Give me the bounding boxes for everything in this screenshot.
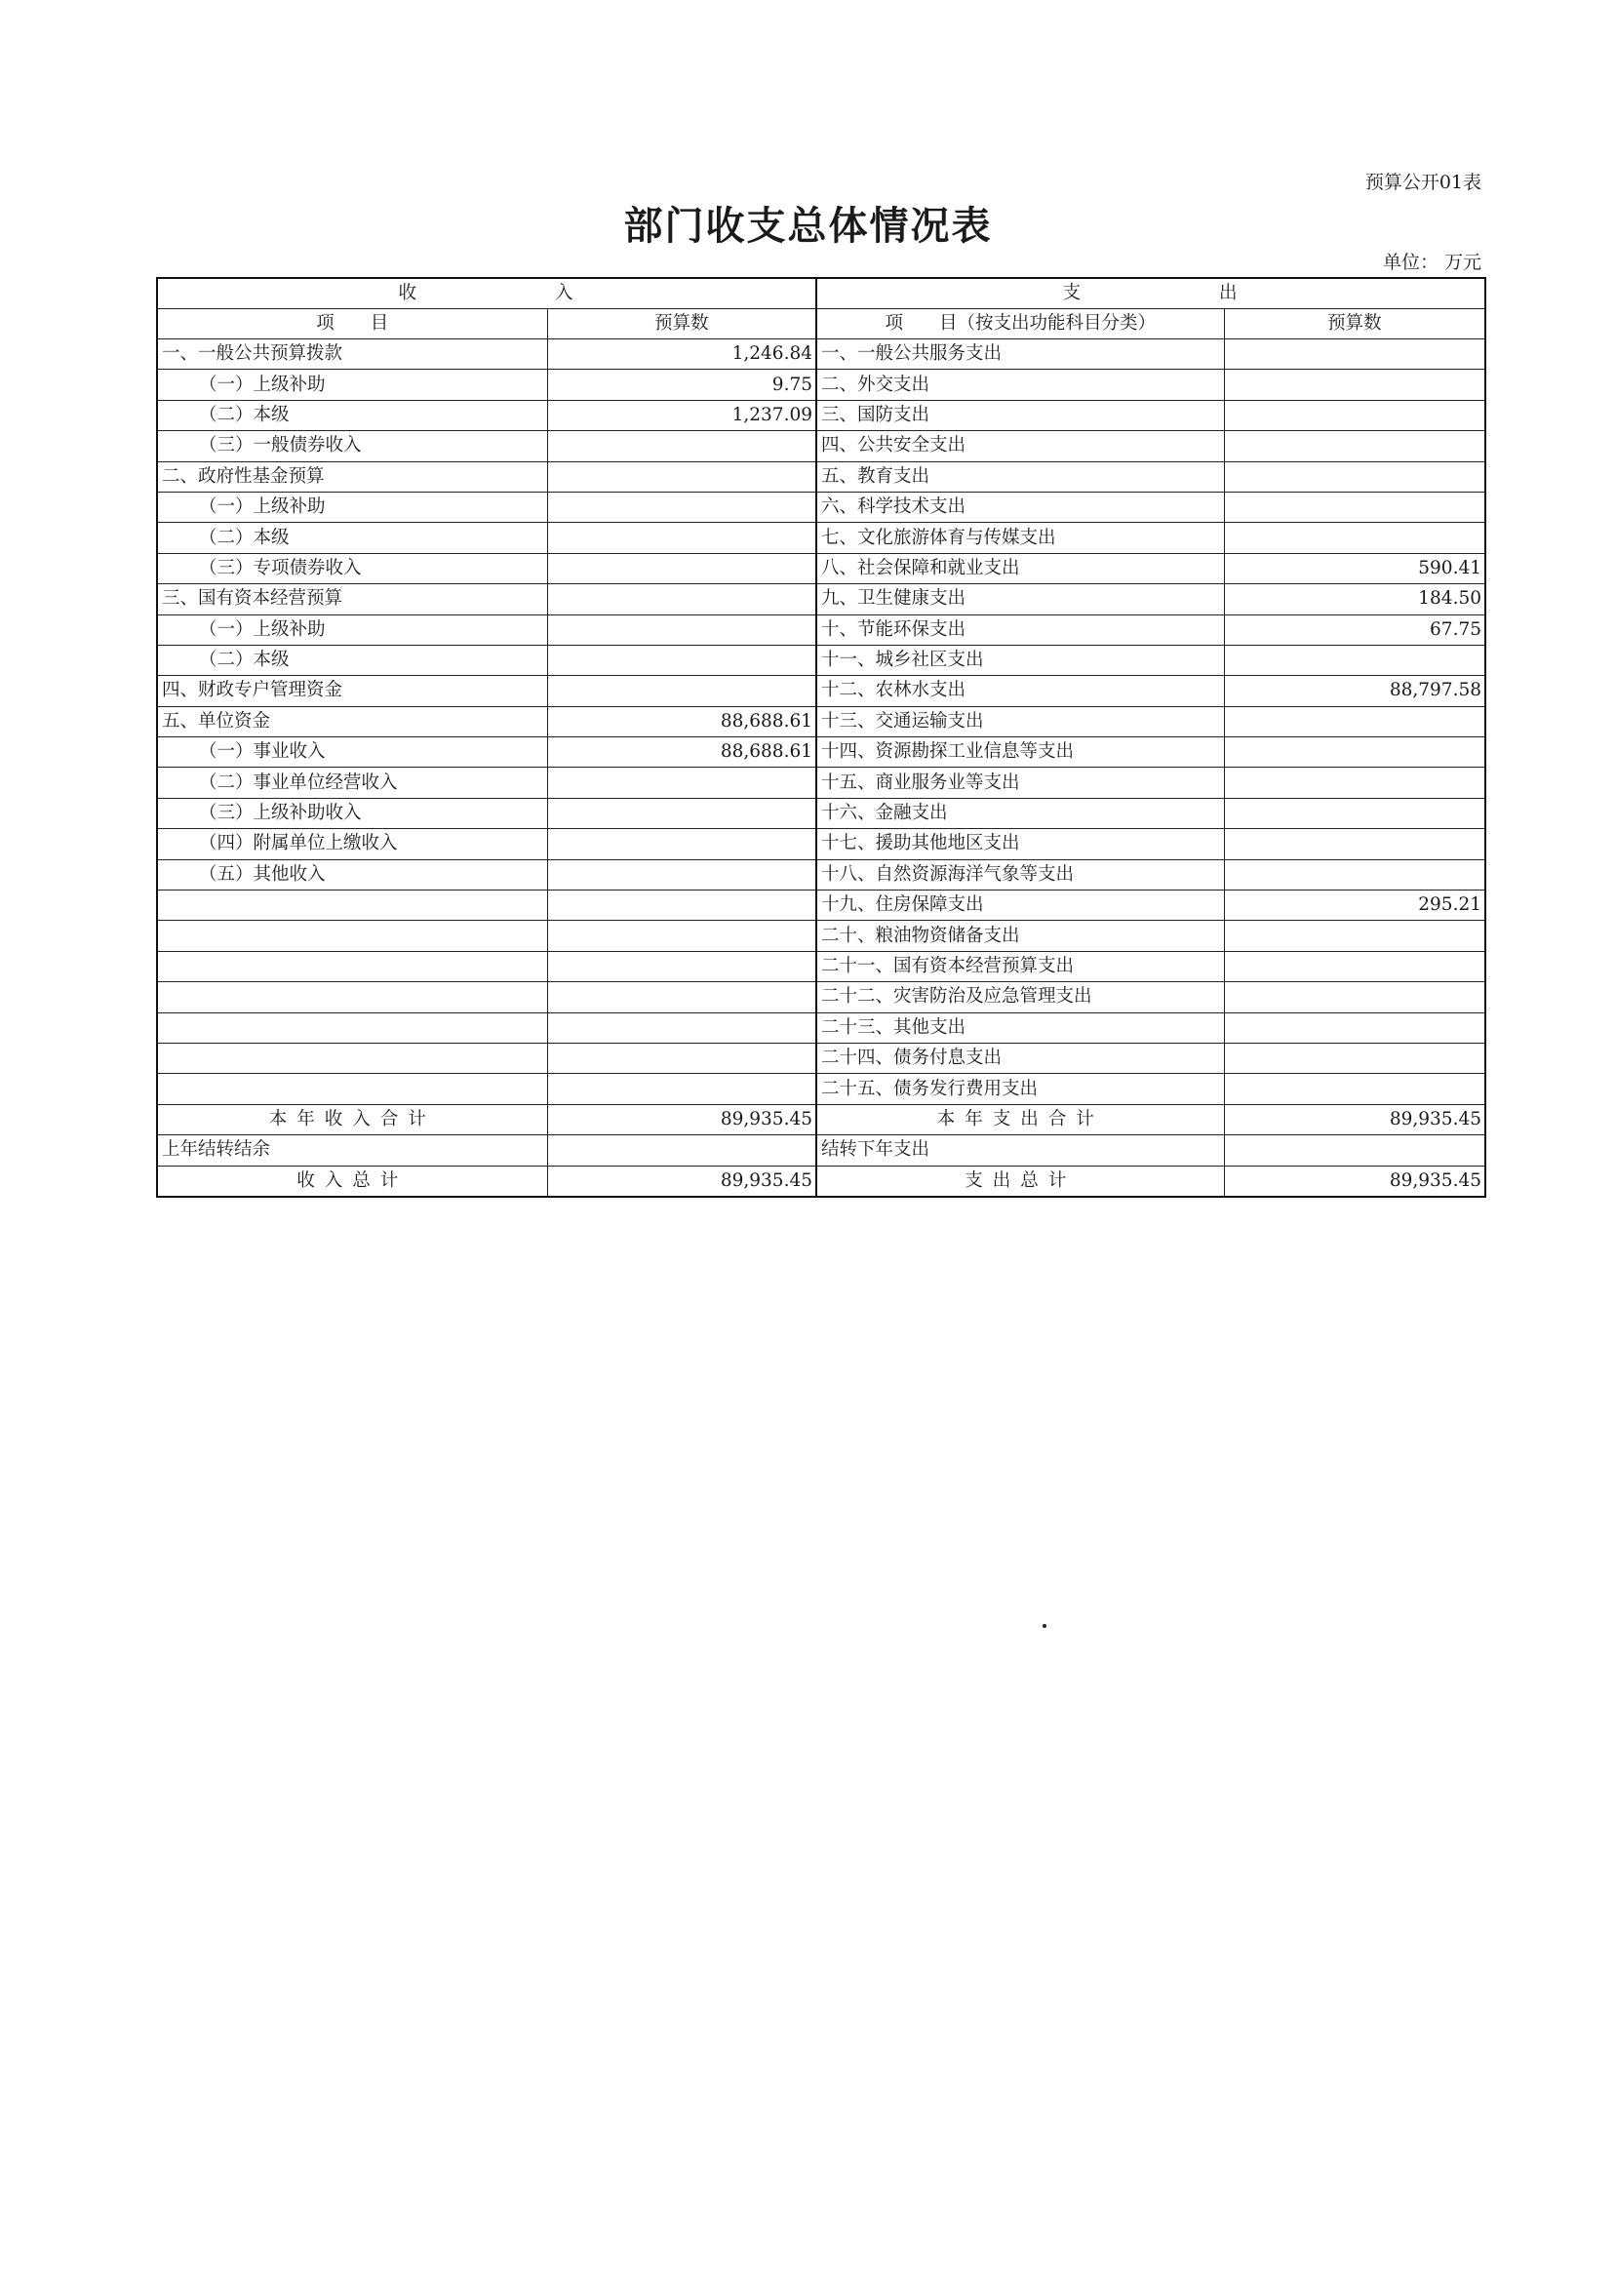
table-row — [157, 553, 1485, 583]
expense-section-header — [816, 278, 1485, 309]
table-row — [157, 982, 1485, 1012]
income-value-cell: 9.75 — [547, 370, 816, 400]
expense-item-cell: 二、外交支出 — [816, 370, 1224, 400]
col-header-income-budget: 预算数 — [547, 309, 816, 339]
expense-value-cell — [1224, 859, 1485, 890]
expense-value-cell — [1224, 461, 1485, 492]
table-row — [157, 461, 1485, 492]
table-row — [157, 676, 1485, 706]
income-item-cell: （一）上级补助 — [157, 370, 547, 400]
table-row — [157, 921, 1485, 951]
expense-item-cell: 十六、金融支出 — [816, 798, 1224, 828]
expense-value-cell: 295.21 — [1224, 891, 1485, 921]
income-total-value: 89,935.45 — [547, 1104, 816, 1134]
income-value-cell — [547, 553, 816, 583]
income-item-cell: 一、一般公共预算拨款 — [157, 339, 547, 370]
income-value-cell — [547, 768, 816, 798]
income-item-cell: （二）事业单位经营收入 — [157, 768, 547, 798]
expense-value-cell: 67.75 — [1224, 614, 1485, 645]
table-row — [157, 523, 1485, 553]
expense-value-cell — [1224, 768, 1485, 798]
income-total-value — [547, 1135, 816, 1166]
expense-value-cell — [1224, 921, 1485, 951]
expense-item-cell: 四、公共安全支出 — [816, 431, 1224, 461]
income-value-cell: 1,246.84 — [547, 339, 816, 370]
expense-item-cell: 十、节能环保支出 — [816, 614, 1224, 645]
table-row — [157, 1012, 1485, 1043]
col-header-income-item: 项 目 — [157, 309, 547, 339]
expense-value-cell — [1224, 982, 1485, 1012]
expense-value-cell — [1224, 737, 1485, 768]
expense-value-cell — [1224, 951, 1485, 981]
expense-value-cell — [1224, 798, 1485, 828]
income-value-cell — [547, 891, 816, 921]
expense-item-cell: 十五、商业服务业等支出 — [816, 768, 1224, 798]
income-total-label: 收入总计 — [157, 1166, 547, 1197]
income-value-cell — [547, 523, 816, 553]
expense-value-cell: 590.41 — [1224, 553, 1485, 583]
expense-value-cell — [1224, 1043, 1485, 1073]
expense-item-cell: 十三、交通运输支出 — [816, 706, 1224, 736]
income-value-cell — [547, 584, 816, 614]
income-item-cell: （三）一般债券收入 — [157, 431, 547, 461]
table-row — [157, 829, 1485, 859]
expense-total-label: 本年支出合计 — [816, 1104, 1224, 1134]
income-item-cell: （五）其他收入 — [157, 859, 547, 890]
income-item-cell — [157, 891, 547, 921]
income-value-cell — [547, 1074, 816, 1104]
expense-item-cell: 九、卫生健康支出 — [816, 584, 1224, 614]
expense-item-cell: 十七、援助其他地区支出 — [816, 829, 1224, 859]
expense-item-cell: 十四、资源勘探工业信息等支出 — [816, 737, 1224, 768]
total-row — [157, 1135, 1485, 1166]
expense-item-cell: 七、文化旅游体育与传媒支出 — [816, 523, 1224, 553]
scan-speck — [1043, 1624, 1046, 1628]
income-total-value: 89,935.45 — [547, 1166, 816, 1197]
col-header-expense-budget: 预算数 — [1224, 309, 1485, 339]
table-row — [157, 431, 1485, 461]
table-row — [157, 737, 1485, 768]
budget-table — [156, 277, 1486, 1198]
expense-value-cell — [1224, 645, 1485, 675]
income-item-cell: （二）本级 — [157, 400, 547, 430]
table-row — [157, 859, 1485, 890]
expense-value-cell — [1224, 339, 1485, 370]
table-row — [157, 400, 1485, 430]
income-item-cell: 五、单位资金 — [157, 706, 547, 736]
expense-item-cell: 五、教育支出 — [816, 461, 1224, 492]
expense-item-cell: 一、一般公共服务支出 — [816, 339, 1224, 370]
table-row — [157, 951, 1485, 981]
expense-label-char-2: 出 — [1219, 283, 1240, 303]
expense-total-value — [1224, 1135, 1485, 1166]
total-row — [157, 1166, 1485, 1197]
income-value-cell — [547, 431, 816, 461]
income-value-cell — [547, 798, 816, 828]
income-section-header — [157, 278, 816, 309]
income-value-cell — [547, 645, 816, 675]
table-row — [157, 768, 1485, 798]
income-item-cell: 三、国有资本经营预算 — [157, 584, 547, 614]
expense-item-cell: 二十二、灾害防治及应急管理支出 — [816, 982, 1224, 1012]
table-row — [157, 492, 1485, 522]
expense-total-value: 89,935.45 — [1224, 1104, 1485, 1134]
expense-item-cell: 六、科学技术支出 — [816, 492, 1224, 522]
expense-item-cell: 三、国防支出 — [816, 400, 1224, 430]
expense-item-cell: 十九、住房保障支出 — [816, 891, 1224, 921]
expense-value-cell — [1224, 829, 1485, 859]
income-item-cell: （三）专项债券收入 — [157, 553, 547, 583]
expense-item-cell: 二十一、国有资本经营预算支出 — [816, 951, 1224, 981]
expense-item-cell: 二十三、其他支出 — [816, 1012, 1224, 1043]
total-row — [157, 1104, 1485, 1134]
expense-value-cell — [1224, 400, 1485, 430]
expense-value-cell — [1224, 1012, 1485, 1043]
table-row — [157, 1074, 1485, 1104]
section-header-row — [157, 278, 1485, 309]
income-value-cell — [547, 1012, 816, 1043]
table-row — [157, 614, 1485, 645]
income-value-cell: 1,237.09 — [547, 400, 816, 430]
income-item-cell: （一）上级补助 — [157, 614, 547, 645]
income-item-cell: （四）附属单位上缴收入 — [157, 829, 547, 859]
income-value-cell — [547, 921, 816, 951]
expense-total-value: 89,935.45 — [1224, 1166, 1485, 1197]
income-label-char-2: 入 — [555, 283, 575, 303]
table-code: 预算公开01表 — [1364, 172, 1481, 193]
income-value-cell — [547, 492, 816, 522]
income-label-char-1: 收 — [398, 283, 418, 303]
income-value-cell — [547, 676, 816, 706]
expense-total-label: 支出总计 — [816, 1166, 1224, 1197]
column-header-row — [157, 309, 1485, 339]
income-item-cell — [157, 921, 547, 951]
table-row — [157, 891, 1485, 921]
expense-value-cell — [1224, 370, 1485, 400]
expense-item-cell: 十二、农林水支出 — [816, 676, 1224, 706]
table-row — [157, 370, 1485, 400]
expense-item-cell: 二十、粮油物资储备支出 — [816, 921, 1224, 951]
expense-value-cell — [1224, 492, 1485, 522]
page-title: 部门收支总体情况表 — [623, 203, 993, 249]
income-item-cell — [157, 951, 547, 981]
income-value-cell — [547, 461, 816, 492]
income-item-cell — [157, 1074, 547, 1104]
income-item-cell: （一）上级补助 — [157, 492, 547, 522]
income-item-cell: （一）事业收入 — [157, 737, 547, 768]
table-row — [157, 706, 1485, 736]
income-item-cell — [157, 982, 547, 1012]
income-value-cell: 88,688.61 — [547, 706, 816, 736]
table-row — [157, 798, 1485, 828]
expense-label-char-1: 支 — [1062, 283, 1083, 303]
income-item-cell: 二、政府性基金预算 — [157, 461, 547, 492]
income-value-cell — [547, 951, 816, 981]
table-row — [157, 1043, 1485, 1073]
expense-value-cell — [1224, 1074, 1485, 1104]
expense-item-cell: 二十四、债务付息支出 — [816, 1043, 1224, 1073]
table-row — [157, 645, 1485, 675]
col-header-expense-item: 项 目（按支出功能科目分类） — [816, 309, 1224, 339]
income-value-cell — [547, 614, 816, 645]
income-total-label: 上年结转结余 — [157, 1135, 547, 1166]
income-item-cell: （二）本级 — [157, 645, 547, 675]
income-value-cell — [547, 982, 816, 1012]
income-item-cell: （三）上级补助收入 — [157, 798, 547, 828]
income-item-cell: 四、财政专户管理资金 — [157, 676, 547, 706]
unit-label: 单位： 万元 — [1382, 252, 1481, 273]
expense-item-cell: 十一、城乡社区支出 — [816, 645, 1224, 675]
expense-value-cell: 88,797.58 — [1224, 676, 1485, 706]
income-value-cell — [547, 829, 816, 859]
income-value-cell: 88,688.61 — [547, 737, 816, 768]
expense-item-cell: 十八、自然资源海洋气象等支出 — [816, 859, 1224, 890]
income-item-cell — [157, 1012, 547, 1043]
table-row — [157, 584, 1485, 614]
table-row — [157, 339, 1485, 370]
income-total-label: 本年收入合计 — [157, 1104, 547, 1134]
income-item-cell — [157, 1043, 547, 1073]
expense-item-cell: 二十五、债务发行费用支出 — [816, 1074, 1224, 1104]
expense-total-label: 结转下年支出 — [816, 1135, 1224, 1166]
expense-value-cell — [1224, 523, 1485, 553]
income-item-cell: （二）本级 — [157, 523, 547, 553]
expense-value-cell — [1224, 431, 1485, 461]
expense-value-cell: 184.50 — [1224, 584, 1485, 614]
expense-item-cell: 八、社会保障和就业支出 — [816, 553, 1224, 583]
income-value-cell — [547, 1043, 816, 1073]
income-value-cell — [547, 859, 816, 890]
expense-value-cell — [1224, 706, 1485, 736]
